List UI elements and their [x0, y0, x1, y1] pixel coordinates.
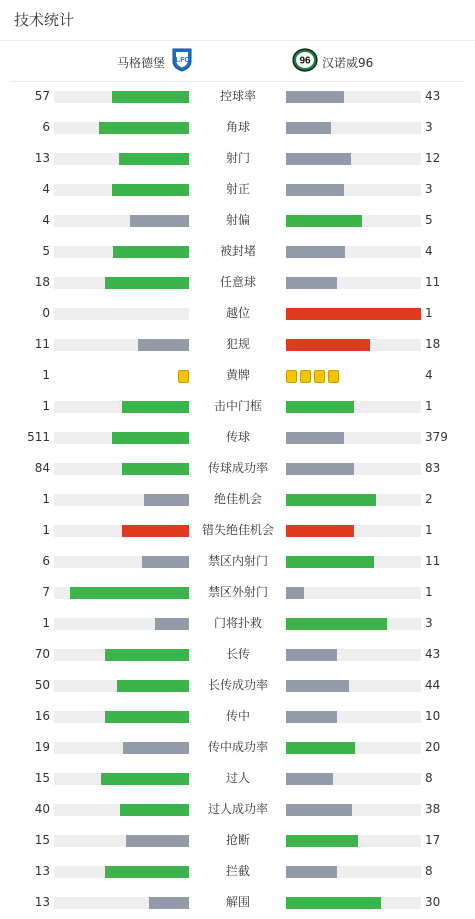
away-stat-bar	[286, 339, 370, 351]
away-stat-bar	[286, 711, 337, 723]
stat-label: 射正	[225, 182, 250, 196]
away-stat-bar-track	[286, 742, 421, 754]
away-stat-bar-track	[286, 122, 421, 134]
yellow-card-icon	[286, 370, 297, 383]
away-stat-value: 3	[425, 616, 433, 630]
stat-label: 门将扑救	[213, 616, 262, 630]
away-stat-bar-track	[286, 680, 421, 692]
stat-row	[0, 547, 475, 578]
home-stat-bar	[149, 897, 190, 909]
away-stat-value: 83	[425, 461, 441, 475]
away-stat-bar-track	[286, 773, 421, 785]
away-team-name: 汉诺威96	[322, 55, 374, 70]
home-stat-bar	[122, 401, 190, 413]
away-stat-value: 4	[425, 368, 433, 382]
away-stat-bar-track	[286, 401, 421, 413]
home-stat-bar	[112, 184, 189, 196]
stat-label: 传球成功率	[207, 461, 268, 475]
away-stat-bar	[286, 432, 344, 444]
home-stat-bar	[142, 556, 189, 568]
home-stat-bar-track	[54, 277, 189, 289]
away-stat-bar-track	[286, 308, 421, 320]
stat-row	[0, 175, 475, 206]
away-stat-bar-track	[286, 432, 421, 444]
stat-label: 绝佳机会	[213, 492, 262, 506]
home-stat-bar-track	[54, 184, 189, 196]
home-stat-bar-track	[54, 680, 189, 692]
away-stat-value: 1	[425, 585, 433, 599]
stat-label: 长传	[225, 647, 250, 661]
stat-row	[0, 113, 475, 144]
home-stat-value: 0	[42, 306, 50, 320]
away-stat-bar	[286, 153, 351, 165]
home-stat-bar	[99, 122, 189, 134]
away-stat-bar-track	[286, 525, 421, 537]
stat-row	[0, 299, 475, 330]
stat-row	[0, 702, 475, 733]
home-stat-value: 1	[42, 368, 50, 382]
away-stat-value: 18	[425, 337, 441, 351]
away-stat-value: 30	[425, 895, 441, 909]
home-stat-bar-track	[54, 711, 189, 723]
home-stat-value: 1	[42, 399, 50, 413]
away-stat-bar	[286, 184, 344, 196]
home-stat-bar	[130, 215, 189, 227]
away-team-logo-icon	[292, 48, 318, 76]
home-stat-bar	[70, 587, 189, 599]
home-stat-bar	[119, 153, 189, 165]
stat-row	[0, 82, 475, 113]
stat-label: 禁区内射门	[207, 554, 268, 568]
away-stat-bar	[286, 835, 358, 847]
home-stat-bar-track	[54, 246, 189, 258]
away-stat-value: 1	[425, 306, 433, 320]
stat-row	[0, 454, 475, 485]
stat-label: 错失绝佳机会	[201, 523, 274, 537]
away-stat-value: 8	[425, 771, 433, 785]
away-stat-bar	[286, 556, 374, 568]
away-stat-bar	[286, 649, 337, 661]
home-stat-bar	[101, 773, 189, 785]
home-stat-value: 50	[34, 678, 50, 692]
away-stat-bar	[286, 91, 344, 103]
home-stat-value: 16	[34, 709, 50, 723]
away-stat-bar	[286, 122, 331, 134]
stat-row	[0, 392, 475, 423]
home-stat-bar-track	[54, 835, 189, 847]
away-stat-value: 3	[425, 182, 433, 196]
home-stat-bar	[120, 804, 189, 816]
teams-header	[0, 48, 475, 76]
away-stat-value: 17	[425, 833, 441, 847]
away-stat-value: 12	[425, 151, 441, 165]
home-stat-bar-track	[54, 494, 189, 506]
home-stat-bar-track	[54, 742, 189, 754]
home-stat-bar-track	[54, 587, 189, 599]
away-team[interactable]	[292, 48, 373, 76]
stat-row	[0, 640, 475, 671]
stat-row	[0, 206, 475, 237]
away-stat-bar	[286, 308, 421, 320]
stat-row	[0, 795, 475, 826]
home-stat-bar-track	[54, 897, 189, 909]
home-stat-value: 15	[34, 771, 50, 785]
stat-label: 禁区外射门	[207, 585, 268, 599]
home-stat-value: 1	[42, 616, 50, 630]
away-stat-bar-track	[286, 835, 421, 847]
home-stat-bar-track	[54, 122, 189, 134]
stat-row	[0, 671, 475, 702]
away-stat-bar-track	[286, 246, 421, 258]
home-stat-bar-track	[54, 866, 189, 878]
away-stat-bar	[286, 897, 381, 909]
away-stat-bar	[286, 587, 304, 599]
away-stat-value: 2	[425, 492, 433, 506]
away-stat-bar-track	[286, 587, 421, 599]
home-stat-bar-track	[54, 339, 189, 351]
away-stat-value: 43	[425, 647, 441, 661]
home-stat-bar-track	[54, 308, 189, 320]
stat-label: 长传成功率	[207, 678, 268, 692]
home-stat-bar-track	[54, 556, 189, 568]
yellow-card-icon	[300, 370, 311, 383]
home-stat-bar-track	[54, 432, 189, 444]
stat-label: 传中成功率	[207, 740, 268, 754]
home-stat-value: 511	[27, 430, 50, 444]
stat-label: 黄牌	[225, 368, 250, 382]
stat-row	[0, 237, 475, 268]
stat-row	[0, 764, 475, 795]
stat-row	[0, 330, 475, 361]
home-stat-value: 15	[34, 833, 50, 847]
away-stat-value: 3	[425, 120, 433, 134]
home-stat-bar	[123, 742, 189, 754]
home-stat-value: 13	[34, 895, 50, 909]
away-stat-bar-track	[286, 463, 421, 475]
away-stat-bar-track	[286, 277, 421, 289]
stat-label: 角球	[225, 120, 250, 134]
stat-row	[0, 733, 475, 764]
stat-label: 犯规	[225, 337, 250, 351]
away-stat-value: 8	[425, 864, 433, 878]
home-stat-bar	[113, 246, 189, 258]
home-stat-bar	[144, 494, 189, 506]
away-stat-bar-track	[286, 866, 421, 878]
away-stat-value: 44	[425, 678, 441, 692]
away-stat-value: 10	[425, 709, 441, 723]
away-stat-bar-track	[286, 804, 421, 816]
stat-row	[0, 268, 475, 299]
home-stat-bar	[117, 680, 189, 692]
away-stat-bar-track	[286, 184, 421, 196]
away-stat-value: 1	[425, 523, 433, 537]
home-stat-value: 6	[42, 554, 50, 568]
svg-text:96: 96	[299, 55, 311, 67]
away-stat-bar	[286, 680, 349, 692]
home-stat-value: 7	[42, 585, 50, 599]
home-stat-value: 6	[42, 120, 50, 134]
away-stat-bar-track	[286, 556, 421, 568]
home-stat-bar-track	[54, 618, 189, 630]
away-yellow-cards	[286, 370, 421, 383]
away-stat-bar	[286, 618, 387, 630]
stat-label: 解围	[225, 895, 250, 909]
home-stat-value: 70	[34, 647, 50, 661]
home-stat-value: 13	[34, 864, 50, 878]
home-stat-value: 40	[34, 802, 50, 816]
away-stat-bar	[286, 525, 354, 537]
away-stat-bar-track	[286, 339, 421, 351]
stat-row	[0, 144, 475, 175]
stat-row	[0, 516, 475, 547]
away-stat-bar	[286, 215, 362, 227]
home-stat-bar	[105, 277, 189, 289]
away-stat-value: 379	[425, 430, 448, 444]
stat-row	[0, 361, 475, 392]
away-stat-bar	[286, 773, 333, 785]
stat-row	[0, 578, 475, 609]
home-stat-bar	[126, 835, 189, 847]
away-stat-value: 11	[425, 554, 441, 568]
home-stat-value: 4	[42, 213, 50, 227]
away-stat-bar-track	[286, 897, 421, 909]
stat-label: 射门	[225, 151, 250, 165]
home-stat-bar	[112, 91, 189, 103]
svg-text:1.FC: 1.FC	[174, 57, 190, 64]
home-stat-bar	[155, 618, 189, 630]
away-stat-bar-track	[286, 153, 421, 165]
stat-label: 传球	[225, 430, 250, 444]
home-stat-value: 57	[34, 89, 50, 103]
stat-row	[0, 609, 475, 640]
away-stat-bar-track	[286, 494, 421, 506]
away-stat-value: 43	[425, 89, 441, 103]
stats-list	[0, 82, 475, 919]
away-stat-value: 4	[425, 244, 433, 258]
home-stat-bar-track	[54, 153, 189, 165]
stat-label: 传中	[225, 709, 250, 723]
stat-label: 任意球	[219, 275, 256, 289]
home-stat-value: 19	[34, 740, 50, 754]
stat-row	[0, 485, 475, 516]
away-stat-bar	[286, 401, 354, 413]
away-stat-bar-track	[286, 91, 421, 103]
home-stat-value: 18	[34, 275, 50, 289]
home-team[interactable]	[117, 48, 193, 76]
header-divider	[0, 40, 475, 41]
away-stat-bar-track	[286, 618, 421, 630]
away-stat-bar	[286, 804, 352, 816]
stat-row	[0, 857, 475, 888]
home-team-name: 马格德堡	[116, 55, 165, 70]
home-stat-bar	[105, 711, 189, 723]
stat-label: 被封堵	[219, 244, 256, 258]
away-stat-value: 38	[425, 802, 441, 816]
stat-label: 过人成功率	[207, 802, 268, 816]
home-stat-bar	[105, 649, 189, 661]
home-stat-value: 11	[34, 337, 50, 351]
home-stat-bar	[112, 432, 189, 444]
away-stat-value: 11	[425, 275, 441, 289]
away-stat-bar-track	[286, 649, 421, 661]
home-stat-bar-track	[54, 401, 189, 413]
home-stat-bar-track	[54, 525, 189, 537]
home-stat-value: 4	[42, 182, 50, 196]
home-stat-bar-track	[54, 804, 189, 816]
away-stat-bar	[286, 494, 376, 506]
home-stat-bar-track	[54, 215, 189, 227]
home-team-logo-icon	[171, 48, 193, 76]
home-stat-bar-track	[54, 91, 189, 103]
home-stat-value: 84	[34, 461, 50, 475]
home-yellow-cards	[54, 370, 189, 383]
stat-row	[0, 888, 475, 919]
home-stat-value: 1	[42, 523, 50, 537]
home-stat-value: 1	[42, 492, 50, 506]
yellow-card-icon	[328, 370, 339, 383]
home-stat-bar-track	[54, 649, 189, 661]
away-stat-bar	[286, 866, 337, 878]
home-stat-value: 5	[42, 244, 50, 258]
page-title: 技术统计	[14, 11, 75, 29]
away-stat-bar-track	[286, 711, 421, 723]
yellow-card-icon	[178, 370, 189, 383]
away-stat-bar	[286, 246, 345, 258]
away-stat-value: 5	[425, 213, 433, 227]
away-stat-value: 20	[425, 740, 441, 754]
stat-row	[0, 423, 475, 454]
home-stat-bar	[122, 463, 190, 475]
home-stat-bar	[138, 339, 189, 351]
stat-label: 越位	[225, 306, 250, 320]
stat-label: 过人	[225, 771, 250, 785]
home-stat-value: 13	[34, 151, 50, 165]
home-stat-bar-track	[54, 463, 189, 475]
yellow-card-icon	[314, 370, 325, 383]
away-stat-bar	[286, 277, 337, 289]
away-stat-bar	[286, 463, 354, 475]
stat-row	[0, 826, 475, 857]
stat-label: 击中门框	[213, 399, 262, 413]
away-stat-bar-track	[286, 215, 421, 227]
stat-label: 射偏	[225, 213, 250, 227]
home-stat-bar	[122, 525, 190, 537]
stat-label: 控球率	[219, 89, 256, 103]
home-stat-bar-track	[54, 773, 189, 785]
away-stat-value: 1	[425, 399, 433, 413]
home-stat-bar	[105, 866, 189, 878]
stat-label: 抢断	[225, 833, 250, 847]
away-stat-bar	[286, 742, 355, 754]
stat-label: 拦截	[225, 864, 250, 878]
